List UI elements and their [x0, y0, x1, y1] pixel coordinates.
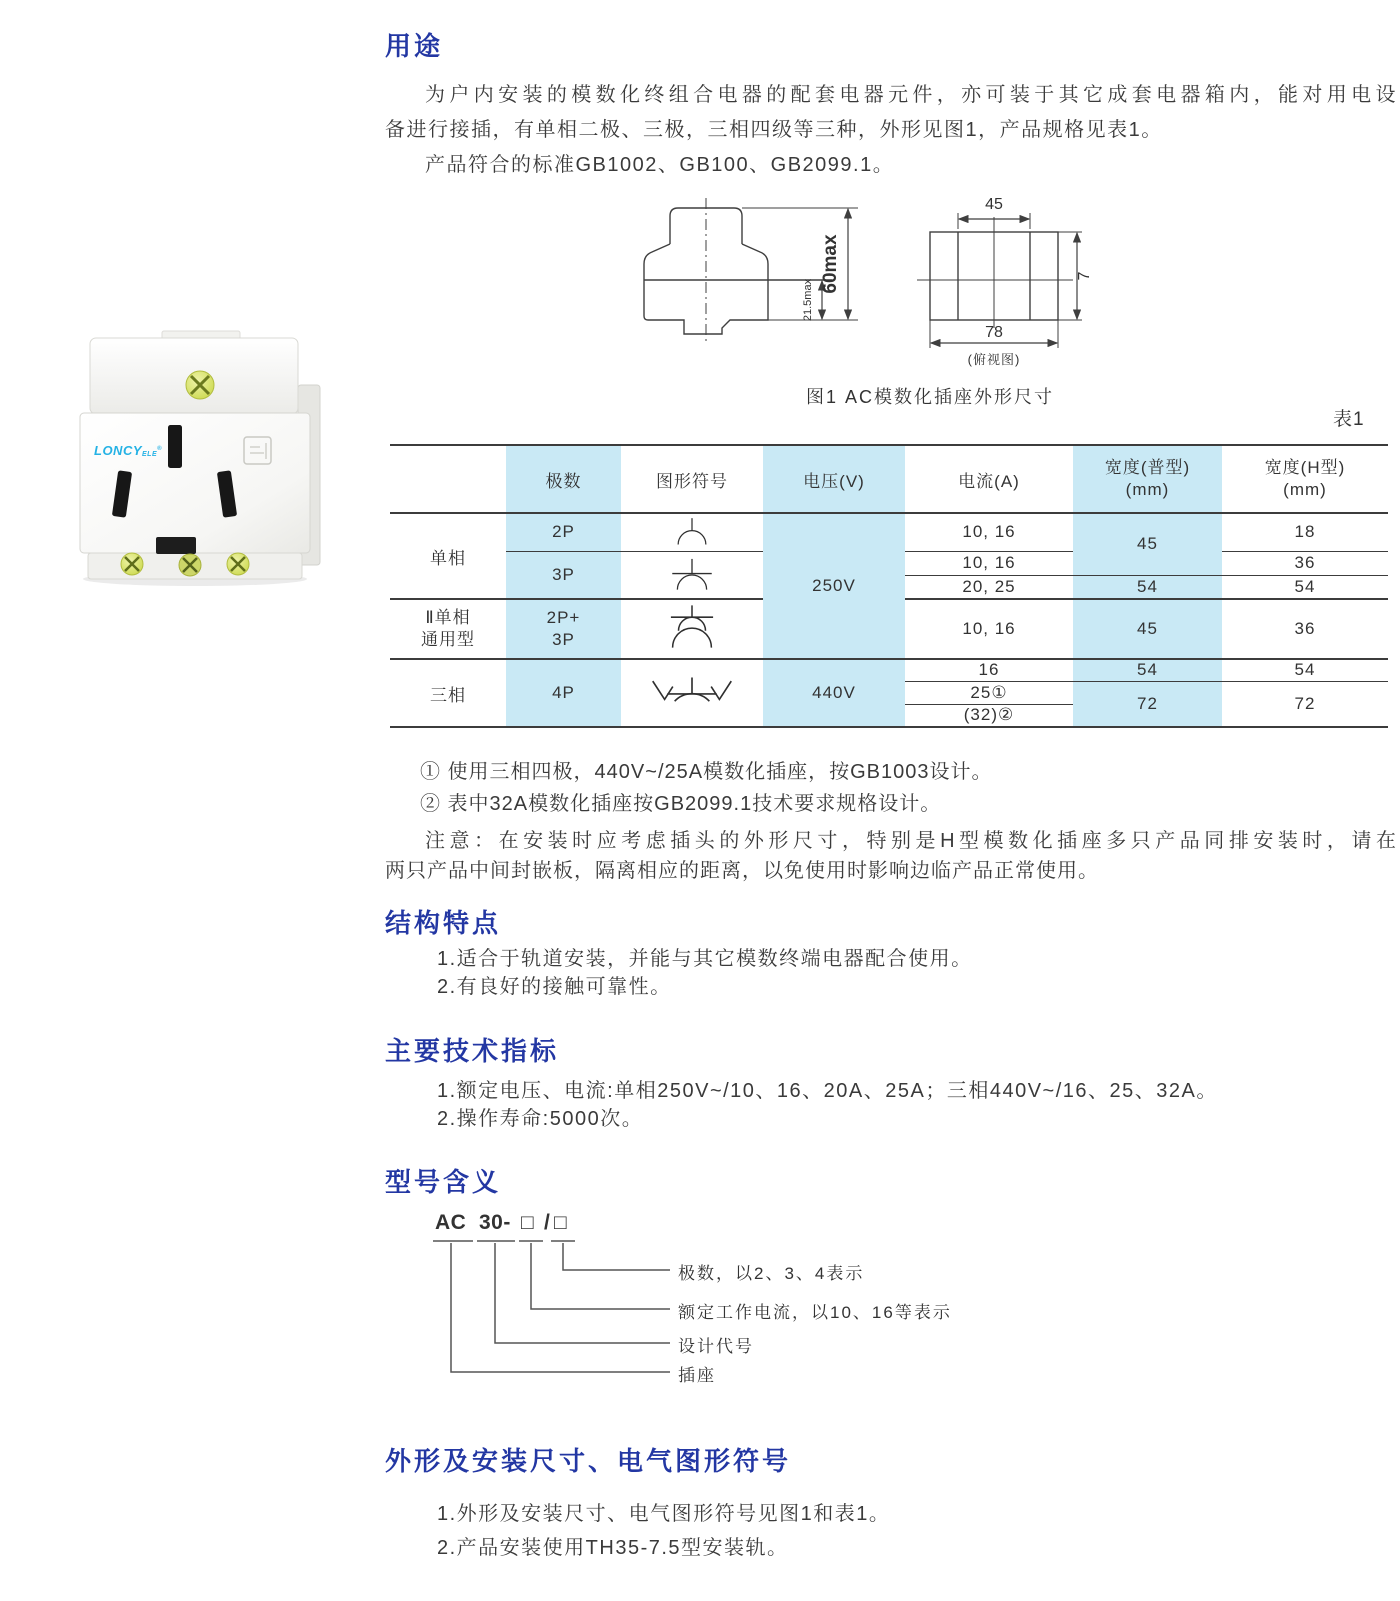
section-title-mounting: 外形及安装尺寸、电气图形符号 [385, 1446, 792, 1476]
header-current: 电流(A) [905, 445, 1073, 513]
group-label-universal [390, 599, 506, 659]
dim-label-21max: 21.5max [802, 278, 814, 322]
current-4p-32: (32)② [963, 705, 1015, 725]
header-width-h [1222, 445, 1388, 513]
table-row-2p [390, 513, 1388, 551]
current-3p-a: 10, 16 [905, 551, 1073, 575]
header-width-std-line1: 宽度(普型) [1104, 458, 1191, 477]
socket-symbol-2p [659, 514, 725, 550]
usage-line-1: 为户内安装的模数化终组合电器的配套电器元件，亦可装于其它成套电器箱内，能对用电设 [425, 84, 1397, 106]
figure-caption: 图1 AC模数化插座外形尺寸 [805, 387, 1054, 407]
voltage-440v: 440V [763, 659, 905, 727]
model-code-slash: / [544, 1211, 551, 1234]
product-photo [60, 325, 330, 590]
structure-item-2: 2.有良好的接触可靠性。 [437, 976, 672, 998]
width-h-18: 18 [1222, 513, 1388, 551]
table-row-4p-a [390, 659, 1388, 681]
current-2p3p: 10, 16 [905, 599, 1073, 659]
model-label-design: 设计代号 [678, 1337, 754, 1356]
header-width-h-unit: (mm) [1283, 480, 1327, 499]
structure-items [437, 945, 973, 1001]
width-std-45: 45 [1073, 513, 1222, 575]
mounting-item-1: 1.外形及安装尺寸、电气图形符号见图1和表1。 [437, 1503, 891, 1525]
current-4p-16: 16 [905, 659, 1073, 681]
usage-paragraph [385, 78, 1397, 183]
specs-item-2: 2.操作寿命:5000次。 [437, 1108, 644, 1130]
model-code-box2: □ [554, 1211, 568, 1234]
warning-line-1: 注意：在安装时应考虑插头的外形尺寸，特别是H型模数化插座多只产品同排安装时，请在 [425, 830, 1397, 852]
width-h-36: 36 [1222, 551, 1388, 575]
current-2p: 10, 16 [905, 513, 1073, 551]
table-header-row [390, 445, 1388, 513]
poles-2p3p [506, 599, 621, 659]
model-label-socket: 插座 [678, 1366, 716, 1385]
poles-2p: 2P [506, 513, 621, 551]
poles-2p3p-line1: 2P+ [546, 608, 581, 627]
width-std-72: 72 [1073, 681, 1222, 727]
section-title-usage: 用途 [385, 31, 444, 61]
table-notes [385, 756, 1397, 886]
group-label-universal-line2: 通用型 [421, 630, 475, 649]
usage-line-3: 产品符合的标准GB1002、GB100、GB2099.1。 [425, 154, 895, 176]
spec-table [390, 444, 1388, 728]
width-h-54: 54 [1222, 575, 1388, 599]
width-h-36-universal: 36 [1222, 599, 1388, 659]
symbol-3p-cell [621, 551, 763, 599]
model-code-box1: □ [521, 1211, 535, 1234]
earth-slot [168, 425, 182, 468]
footnote-2: ② 表中32A模数化插座按GB2099.1技术要求规格设计。 [420, 793, 942, 815]
dim-label-60max: 60max [820, 234, 841, 294]
header-width-std [1073, 445, 1222, 513]
table-tag: 表1 [1333, 409, 1365, 430]
header-width-h-line1: 宽度(H型) [1264, 458, 1346, 477]
current-4p-25: 25① [905, 681, 1073, 704]
dim-label-45: 45 [985, 196, 1003, 213]
header-poles: 极数 [506, 445, 621, 513]
model-diagram-lines [420, 1200, 1040, 1390]
model-code-prefix: AC [435, 1211, 467, 1234]
warning-line-2: 两只产品中间封嵌板，隔离相应的距离，以免使用时影响边临产品正常使用。 [385, 860, 1099, 882]
poles-3p: 3P [506, 551, 621, 599]
specs-item-1: 1.额定电压、电流:单相250V~/10、16、20A、25A；三相440V~/16、25、32A。 [437, 1080, 1218, 1102]
symbol-2p-cell [621, 513, 763, 551]
width-std-54: 54 [1073, 575, 1222, 599]
poles-2p3p-line2: 3P [552, 630, 575, 649]
width-std-54-4p: 54 [1073, 659, 1222, 681]
specs-items [437, 1077, 1218, 1133]
figure-top-view [915, 195, 1195, 380]
brand-logo: LONCYELE® [94, 443, 163, 458]
model-label-poles: 极数，以2、3、4表示 [678, 1264, 865, 1283]
usage-line-2: 备进行接插，有单相二极、三极，三相四级等三种，外形见图1，产品规格见表1。 [385, 119, 1163, 141]
poles-4p: 4P [506, 659, 621, 727]
group-label-universal-line1: Ⅱ单相 [425, 608, 471, 627]
width-h-54-4p: 54 [1222, 659, 1388, 681]
section-title-specs: 主要技术指标 [385, 1036, 560, 1066]
figure-side-view [626, 190, 876, 370]
group-label-single-phase: 单相 [390, 513, 506, 599]
mounting-item-2: 2.产品安装使用TH35-7.5型安装轨。 [437, 1537, 789, 1559]
voltage-250v: 250V [763, 513, 905, 659]
model-code-design: 30- [479, 1211, 511, 1234]
header-symbol: 图形符号 [621, 445, 763, 513]
symbol-2p3p-cell [621, 599, 763, 659]
header-empty [390, 445, 506, 513]
section-title-structure: 结构特点 [385, 908, 502, 938]
dim-label-7: 7 [1076, 271, 1093, 281]
header-width-std-unit: (mm) [1125, 480, 1170, 499]
symbol-4p-cell [621, 659, 763, 727]
header-voltage: 电压(V) [763, 445, 905, 513]
socket-face [80, 413, 310, 553]
group-label-three-phase: 三相 [430, 685, 466, 705]
mounting-items [437, 1497, 890, 1565]
dim-label-78: 78 [985, 324, 1003, 341]
width-h-72: 72 [1294, 693, 1316, 713]
bottom-slot [156, 537, 196, 554]
socket-symbol-2p3p [659, 602, 725, 656]
section-title-model: 型号含义 [385, 1167, 502, 1197]
top-view-label: (俯视图) [967, 352, 1021, 367]
current-3p-b: 20, 25 [905, 575, 1073, 599]
socket-symbol-4p [637, 672, 747, 714]
width-std-45-universal: 45 [1073, 599, 1222, 659]
model-label-current: 额定工作电流，以10、16等表示 [678, 1303, 952, 1322]
structure-item-1: 1.适合于轨道安装，并能与其它模数终端电器配合使用。 [437, 948, 973, 970]
footnote-1: ① 使用三相四极，440V~/25A模数化插座，按GB1003设计。 [420, 761, 993, 783]
socket-symbol-3p [659, 556, 725, 594]
